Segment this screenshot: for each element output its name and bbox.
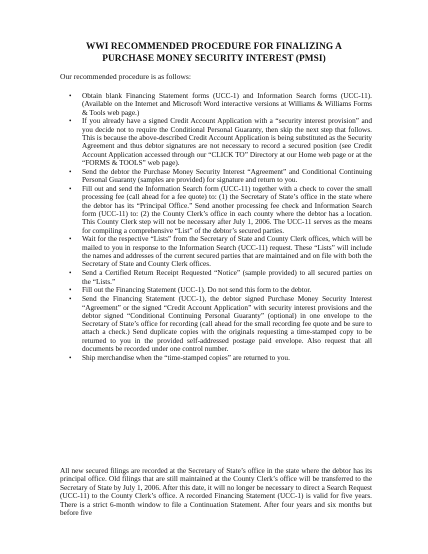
bullet-icon: • — [69, 295, 72, 304]
procedure-step-1 — [69, 91, 372, 117]
procedure-step-text: Send a Certified Return Receipt Requested “Notice” (sample provided) to all secured parties on the “Lists.” — [82, 268, 372, 286]
procedure-step-text: Fill out and send the Information Search form (UCC-11) together with a check to cover the small processing fee (call ahead for a fee quote) to: (1) the Secretary of State’s office in the state where the debtor has its “Principal Office.” Send another processing fee check and Information Search form (UCC-11) to: (2) the County Clerk’s office in each county where the debtor has a location. This County Clerk step will not be necessary after July 1, 2006. The UCC-11 serves as the means for compiling a comprehensive “List” of the debtor’s secured parties. — [82, 184, 372, 235]
bullet-icon: • — [69, 185, 72, 194]
closing-paragraph: All new secured filings are recorded at the Secretary of State’s office in the state where the debtor has its principal office. Old filings that are still maintained at the County Clerk’s office will be transferred to the Secretary of State by July 1, 2006. After this date, it will no longer be necessary to direct a Search Request (UCC-11) to the County Clerk’s office. A recorded Financing Statement (UCC-1) is valid for five years. There is a strict 6-month window to file a Continuation Statement. After four years and six months but before five — [60, 466, 372, 518]
bullet-icon: • — [69, 269, 72, 278]
procedure-step-text: Fill out the Financing Statement (UCC-1). Do not send this form to the debtor. — [82, 285, 312, 295]
document-title — [40, 41, 388, 65]
bullet-icon: • — [69, 92, 72, 100]
procedure-step-9 — [69, 352, 372, 362]
procedure-step-2 — [69, 116, 372, 167]
procedure-step-text: Ship merchandise when the “time-stamped copies” are returned to you. — [82, 352, 290, 362]
procedure-step-text: Obtain blank Financing Statement forms (UCC-1) and Information Search forms (UCC-11). (Available on the Internet and Microsoft Word interactive versions at Williams & Williams Forms & Tools web page.) — [82, 91, 372, 117]
bullet-icon: • — [69, 167, 72, 176]
procedure-step-3 — [69, 166, 372, 185]
procedure-step-4 — [69, 184, 372, 235]
bullet-icon: • — [69, 117, 72, 126]
procedure-step-5 — [69, 234, 372, 269]
procedure-step-8 — [69, 294, 372, 354]
procedure-list — [69, 91, 372, 363]
procedure-step-text: Wait for the respective “Lists” from the Secretary of State and County Clerk offices, which will be mailed to you in response to the Information Search (UCC-11) request. These “Lists” will include the names and addresses of the current secured parties that are maintained and on file with both the Secretary of State and County Clerk offices. — [82, 234, 372, 269]
procedure-step-text: Send the debtor the Purchase Money Security Interest “Agreement” and Conditional Continuing Personal Guaranty (samples are provided) for signature and return to you. — [82, 166, 372, 185]
procedure-step-6 — [69, 268, 372, 286]
procedure-step-text: If you already have a signed Credit Account Application with a “security interest provision” and you decide not to require the Conditional Personal Guaranty, then skip the next step that follows. This is because the above-described Credit Account Application is being substituted as the Security Agreement and thus debtor signatures are not necessary to record a secured position (see Credit Account Application accessed through our “CLICK TO” Directory at our Home web page or at the “FORMS & TOOLS” web page). — [82, 116, 372, 167]
procedure-step-text: Send the Financing Statement (UCC-1), the debtor signed Purchase Money Security Interest “Agreement” or the signed “Credit Account Application” with security interest provisions and the debtor signed “Conditional Continuing Personal Guaranty” (optional) in one envelope to the Secretary of State’s office for recording (call ahead for the small recording fee quote and be sure to attach a check.) Send duplicate copies with the originals requesting a time-stamped copy to be returned to you in the provided self-addressed postage paid envelope. Also request that all documents be recorded under one control number. — [82, 294, 372, 354]
title-line-1: WWI RECOMMENDED PROCEDURE FOR FINALIZING A — [85, 42, 342, 52]
bullet-icon: • — [69, 286, 72, 295]
intro-text: Our recommended procedure is as follows: — [60, 72, 191, 81]
title-line-2: PURCHASE MONEY SECURITY INTEREST (PMSI) — [102, 54, 326, 64]
bullet-icon: • — [69, 235, 72, 244]
bullet-icon: • — [69, 353, 72, 362]
